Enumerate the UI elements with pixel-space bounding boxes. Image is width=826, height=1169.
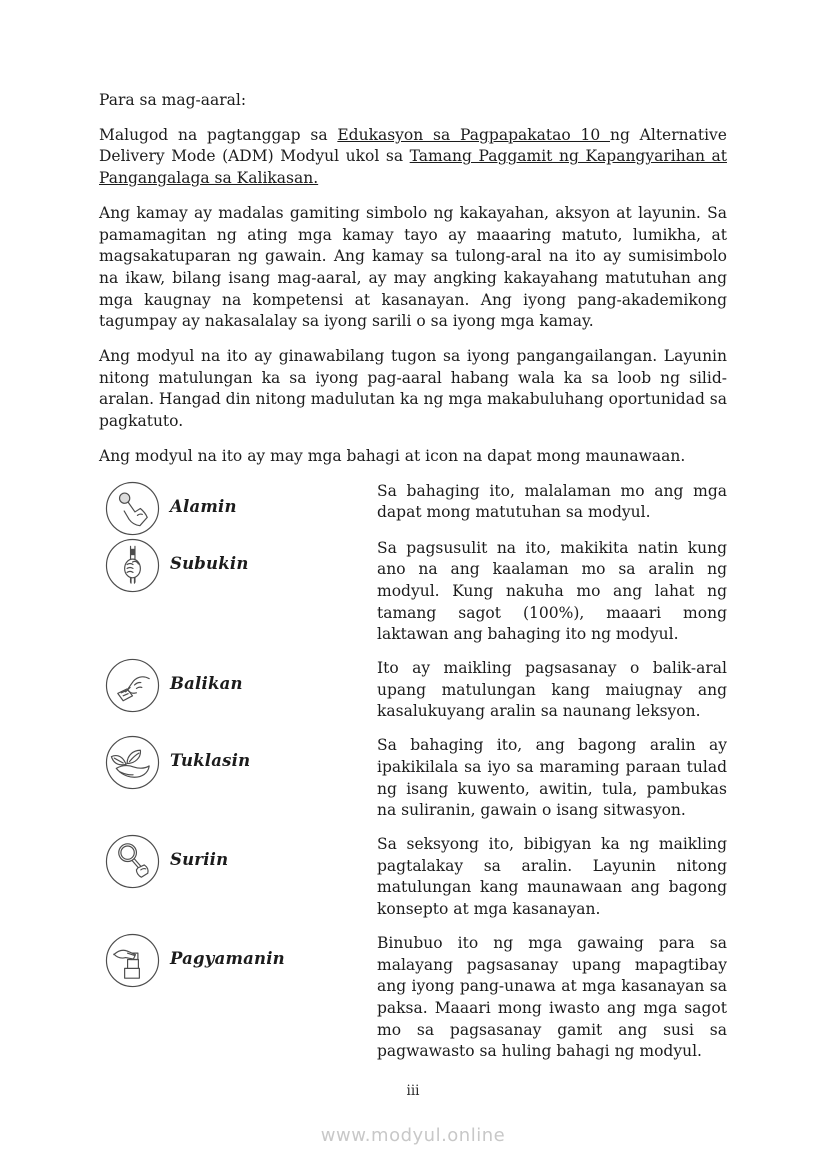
hand-holding-pencil-icon (99, 538, 170, 593)
section-description-alamin: Sa bahaging ito, malalaman mo ang mga dapat mong matutuhan sa modyul. (377, 481, 727, 522)
section-description-subukin: Sa pagsusulit na ito, makikita natin kung ano na ang kaalaman mo sa aralin ng modyul. Kung nakuha mo ang lahat ng tamang sagot (100%), maaari mong laktawan ang bahaging ito ng modyul. (377, 538, 727, 644)
subject-title-underlined: Edukasyon sa Pagpapakatao 10 (337, 125, 610, 144)
welcome-text-middle: ng Alternative Delivery Mode (ADM) Modyul ukol sa (99, 125, 727, 166)
module-parts-table (99, 481, 727, 1063)
section-label-cell (170, 834, 377, 869)
section-row-suriin (99, 834, 727, 921)
section-row-alamin (99, 481, 727, 536)
section-label-balikan: Balikan (170, 674, 243, 694)
writing-hand-icon (99, 658, 170, 713)
section-row-subukin (99, 538, 727, 647)
section-label-cell (170, 933, 377, 968)
welcome-text-before: Malugod na pagtanggap sa (99, 125, 338, 144)
body-paragraph-hands: Ang kamay ay madalas gamiting simbolo ng kakayahan, aksyon at layunin. Sa pamamagitan ng ating mga kamay tayo ay maaaring matuto, lumikha, at magsakatuparan ng gawain. Ang kamay sa tulong-aral na ito ay sumisimbolo na ikaw, bilang isang mag-aaral, ay may angking kakayahang matutuhan ang mga kaugnay na kompetensi at kasanayan. Ang iyong pang-akademikong tagumpay ay nakasalalay sa iyong sarili o sa iyong mga kamay. (99, 203, 727, 331)
module-title-underlined: Tamang Paggamit ng Kapangyarihan at Pangangalaga sa Kalikasan. (99, 147, 727, 188)
section-row-balikan (99, 658, 727, 723)
section-row-pagyamanin (99, 933, 727, 1063)
section-description-suriin: Sa seksyong ito, bibigyan ka ng maikling pagtalakay sa aralin. Layunin nitong matulungan kang maunawaan ang bagong konsepto at mga kasanayan. (377, 834, 727, 919)
salutation: Para sa mag-aaral: (99, 91, 247, 109)
tapping-hand-icon (99, 481, 170, 536)
hand-stacking-blocks-icon (99, 933, 170, 988)
section-label-cell (170, 538, 377, 573)
section-label-subukin: Subukin (170, 553, 249, 573)
hand-holding-leaves-icon (99, 735, 170, 790)
section-row-tuklasin (99, 735, 727, 822)
icons-intro-paragraph: Ang modyul na ito ay may mga bahagi at icon na dapat mong maunawaan. (99, 446, 686, 465)
page-number: iii (406, 1083, 420, 1099)
section-description-balikan: Ito ay maikling pagsasanay o balik-aral upang matulungan kang maiugnay ang kasalukuyang aralin sa naunang leksyon. (377, 659, 727, 721)
welcome-paragraph (99, 125, 727, 190)
hand-magnifying-glass-icon (99, 834, 170, 889)
section-label-cell (170, 658, 377, 693)
section-label-alamin: Alamin (170, 496, 237, 516)
section-description-pagyamanin: Binubuo ito ng mga gawaing para sa malayang pagsasanay upang mapagtibay ang iyong pang-unawa at mga kasanayan sa paksa. Maaari mong iwasto ang mga sagot mo sa pagsasanay gamit ang susi sa pagwawasto sa huling bahagi ng modyul. (377, 933, 727, 1061)
section-label-suriin: Suriin (170, 849, 229, 869)
section-description-tuklasin: Sa bahaging ito, ang bagong aralin ay ipakikilala sa iyo sa maraming paraan tulad ng isang kuwento, awitin, tula, pambukas na suliranin, gawain o isang sitwasyon. (377, 736, 727, 820)
watermark-text: www.modyul.online (320, 1125, 506, 1146)
body-paragraph-purpose: Ang modyul na ito ay ginawabilang tugon sa iyong pangangailangan. Layunin nitong matulungan ka sa iyong pag-aaral habang wala ka sa loob ng silid-aralan. Hangad din nitong madulutan ka ng mga makabuluhang oportunidad sa pagkatuto. (99, 347, 727, 431)
section-label-cell (170, 481, 377, 516)
section-label-pagyamanin: Pagyamanin (170, 948, 285, 968)
section-label-tuklasin: Tuklasin (170, 751, 251, 771)
section-label-cell (170, 735, 377, 770)
